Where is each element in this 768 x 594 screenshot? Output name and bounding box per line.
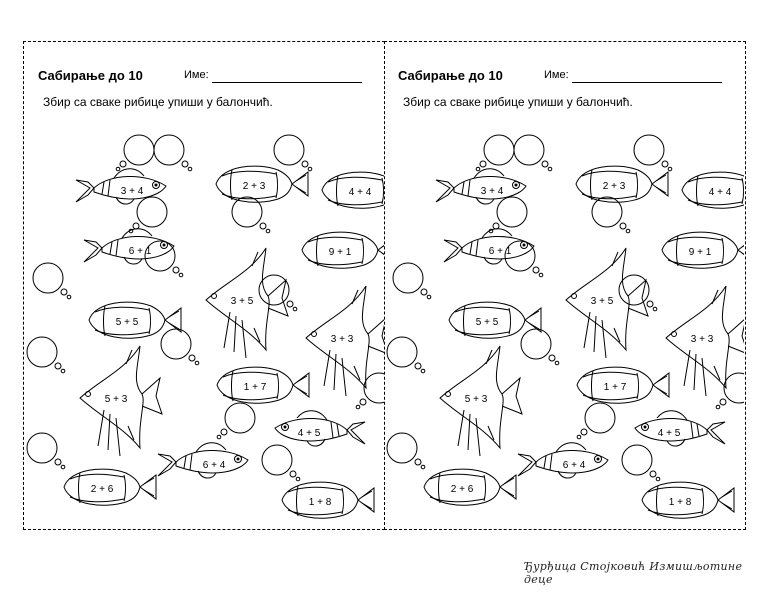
fish-expression: 6 + 1: [128, 246, 152, 257]
instruction-text: Збир са сваке рибице упиши у балончић.: [403, 95, 633, 109]
fish-expression: 3 + 5: [230, 296, 254, 307]
answer-bubble[interactable]: [489, 197, 527, 233]
fish-expression: 4 + 5: [297, 428, 321, 439]
fish-expression: 2 + 6: [90, 484, 114, 495]
fish-illustrations: [24, 120, 384, 530]
answer-bubble[interactable]: [262, 445, 300, 481]
answer-bubble[interactable]: [356, 373, 384, 409]
fish-expression: 1 + 7: [603, 382, 627, 393]
answer-bubble[interactable]: [577, 403, 615, 439]
worksheet-right: [384, 41, 746, 530]
answer-bubble[interactable]: [476, 135, 514, 171]
fish-expression: 6 + 4: [562, 460, 586, 471]
fish-expression: 2 + 3: [602, 181, 626, 192]
fish-expression: 9 + 1: [328, 247, 352, 258]
answer-bubble[interactable]: [116, 135, 154, 171]
worksheet-title: Сабирање до 10: [38, 68, 143, 83]
fish-expression: 5 + 5: [475, 317, 499, 328]
fish-expression: 2 + 6: [450, 484, 474, 495]
answer-bubble[interactable]: [259, 275, 297, 311]
fish-expression: 3 + 5: [590, 296, 614, 307]
instruction-text: Збир са сваке рибице упиши у балончић.: [43, 95, 273, 109]
fish-expression: 3 + 4: [120, 186, 144, 197]
answer-bubble[interactable]: [387, 433, 425, 469]
fish-expression: 3 + 3: [330, 334, 354, 345]
fish-expression: 3 + 4: [480, 186, 504, 197]
fish-expression: 1 + 8: [308, 497, 332, 508]
fish-expression: 4 + 4: [708, 187, 732, 198]
answer-bubble[interactable]: [154, 135, 192, 171]
answer-bubble[interactable]: [716, 373, 744, 409]
fish-expression: 6 + 1: [488, 246, 512, 257]
answer-bubble[interactable]: [129, 197, 167, 233]
fish-expression: 1 + 8: [668, 497, 692, 508]
answer-bubble[interactable]: [27, 433, 65, 469]
fish-expression: 6 + 4: [202, 460, 226, 471]
answer-bubble[interactable]: [161, 329, 199, 365]
fish-expression: 5 + 3: [104, 394, 128, 405]
answer-bubble[interactable]: [274, 135, 312, 171]
answer-bubble[interactable]: [521, 329, 559, 365]
fish-expression: 2 + 3: [242, 181, 266, 192]
fish-expression: 4 + 5: [657, 428, 681, 439]
answer-bubble[interactable]: [634, 135, 672, 171]
answer-bubble[interactable]: [217, 403, 255, 439]
answer-bubble[interactable]: [27, 337, 65, 373]
name-label: Име:: [184, 69, 209, 81]
fish-expression: 5 + 5: [115, 317, 139, 328]
fish-expression: 9 + 1: [688, 247, 712, 258]
answer-bubble[interactable]: [33, 263, 71, 299]
fish-expression: 3 + 3: [690, 334, 714, 345]
answer-bubble[interactable]: [514, 135, 552, 171]
answer-bubble[interactable]: [622, 445, 660, 481]
worksheet-left: [23, 41, 385, 530]
fish-expression: 1 + 7: [243, 382, 267, 393]
fish-illustrations: [384, 120, 744, 530]
name-line: [212, 82, 362, 83]
answer-bubble[interactable]: [393, 263, 431, 299]
answer-bubble[interactable]: [619, 275, 657, 311]
fish-expression: 4 + 4: [348, 187, 372, 198]
fish-expression: 5 + 3: [464, 394, 488, 405]
answer-bubble[interactable]: [387, 337, 425, 373]
worksheet-title: Сабирање до 10: [398, 68, 503, 83]
name-line: [572, 82, 722, 83]
name-label: Име:: [544, 69, 569, 81]
author-signature: Ђурђица Стојковић Измишљотине деце: [524, 560, 743, 586]
